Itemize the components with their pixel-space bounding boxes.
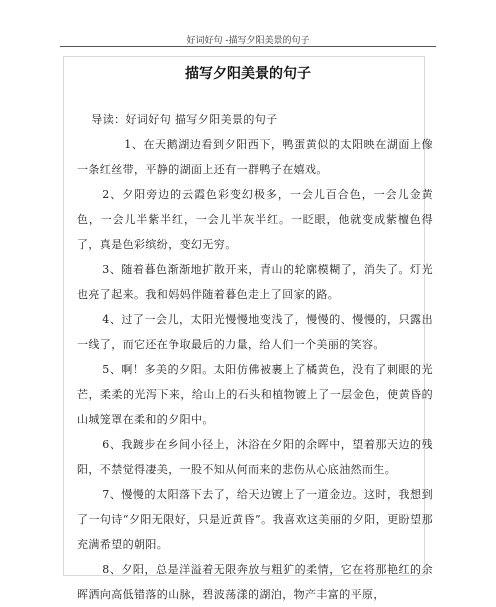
paragraph-5: 5、啊！多美的夕阳。太阳仿佛被裹上了橘黄色，没有了刺眼的光芒，柔柔的光泻下来，给山上的石头和植物镀上了一层金色，使黄昏的山城笼罩在柔和的夕阳中。: [77, 363, 433, 426]
paragraph-7: 7、慢慢的太阳落下去了，给天边镀上了一道金边。这时，我想到了一句诗“夕阳无限好，只是近黄昏”。我喜欢这美丽的夕阳，更盼望那充满希望的朝阳。: [77, 488, 433, 551]
paragraph-6: 6、我踱步在乡间小径上，沐浴在夕阳的余晖中，望着那天边的残阳，不禁觉得凄美，一股不知从何而来的悲伤从心底油然而生。: [77, 438, 433, 476]
paragraph-4: 4、过了一会儿，太阳光慢慢地变浅了，慢慢的、慢慢的，只露出一线了，而它还在争取最后的力量，给人们一个美丽的笑容。: [77, 313, 433, 351]
header-divider: [60, 46, 436, 47]
page-header: [0, 0, 496, 46]
running-header: 好词好句 -描写夕阳美景的句子: [186, 36, 310, 46]
intro-line: 导读：好词好句 描写夕阳美景的句子: [91, 113, 278, 126]
paragraph-2: 2、夕阳旁边的云霞色彩变幻极多，一会儿百合色，一会儿金黄色，一会儿半紫半红，一会儿半灰半红。一眨眼，他就变成紫檀色得了，真是色彩缤纷，变幻无穷。: [77, 188, 433, 251]
document-title: 描写夕阳美景的句子: [185, 66, 311, 82]
paragraph-8: 8、夕阳，总是洋溢着无限奔放与粗犷的柔情，它在将那艳红的余晖洒向高低错落的山脉，碧波荡漾的湖泊，物产丰富的平原，: [77, 563, 433, 601]
paragraph-3: 3、随着暮色渐渐地扩散开来，青山的轮廓模糊了，消失了。灯光也亮了起来。我和妈妈伴随着暮色走上了回家的路。: [77, 263, 433, 301]
document-body: [77, 107, 433, 607]
paragraph-1: 1、在天鹅湖边看到夕阳西下，鸭蛋黄似的太阳映在湖面上像一条红丝带，平静的湖面上还有一群鸭子在嬉戏。: [77, 138, 433, 176]
